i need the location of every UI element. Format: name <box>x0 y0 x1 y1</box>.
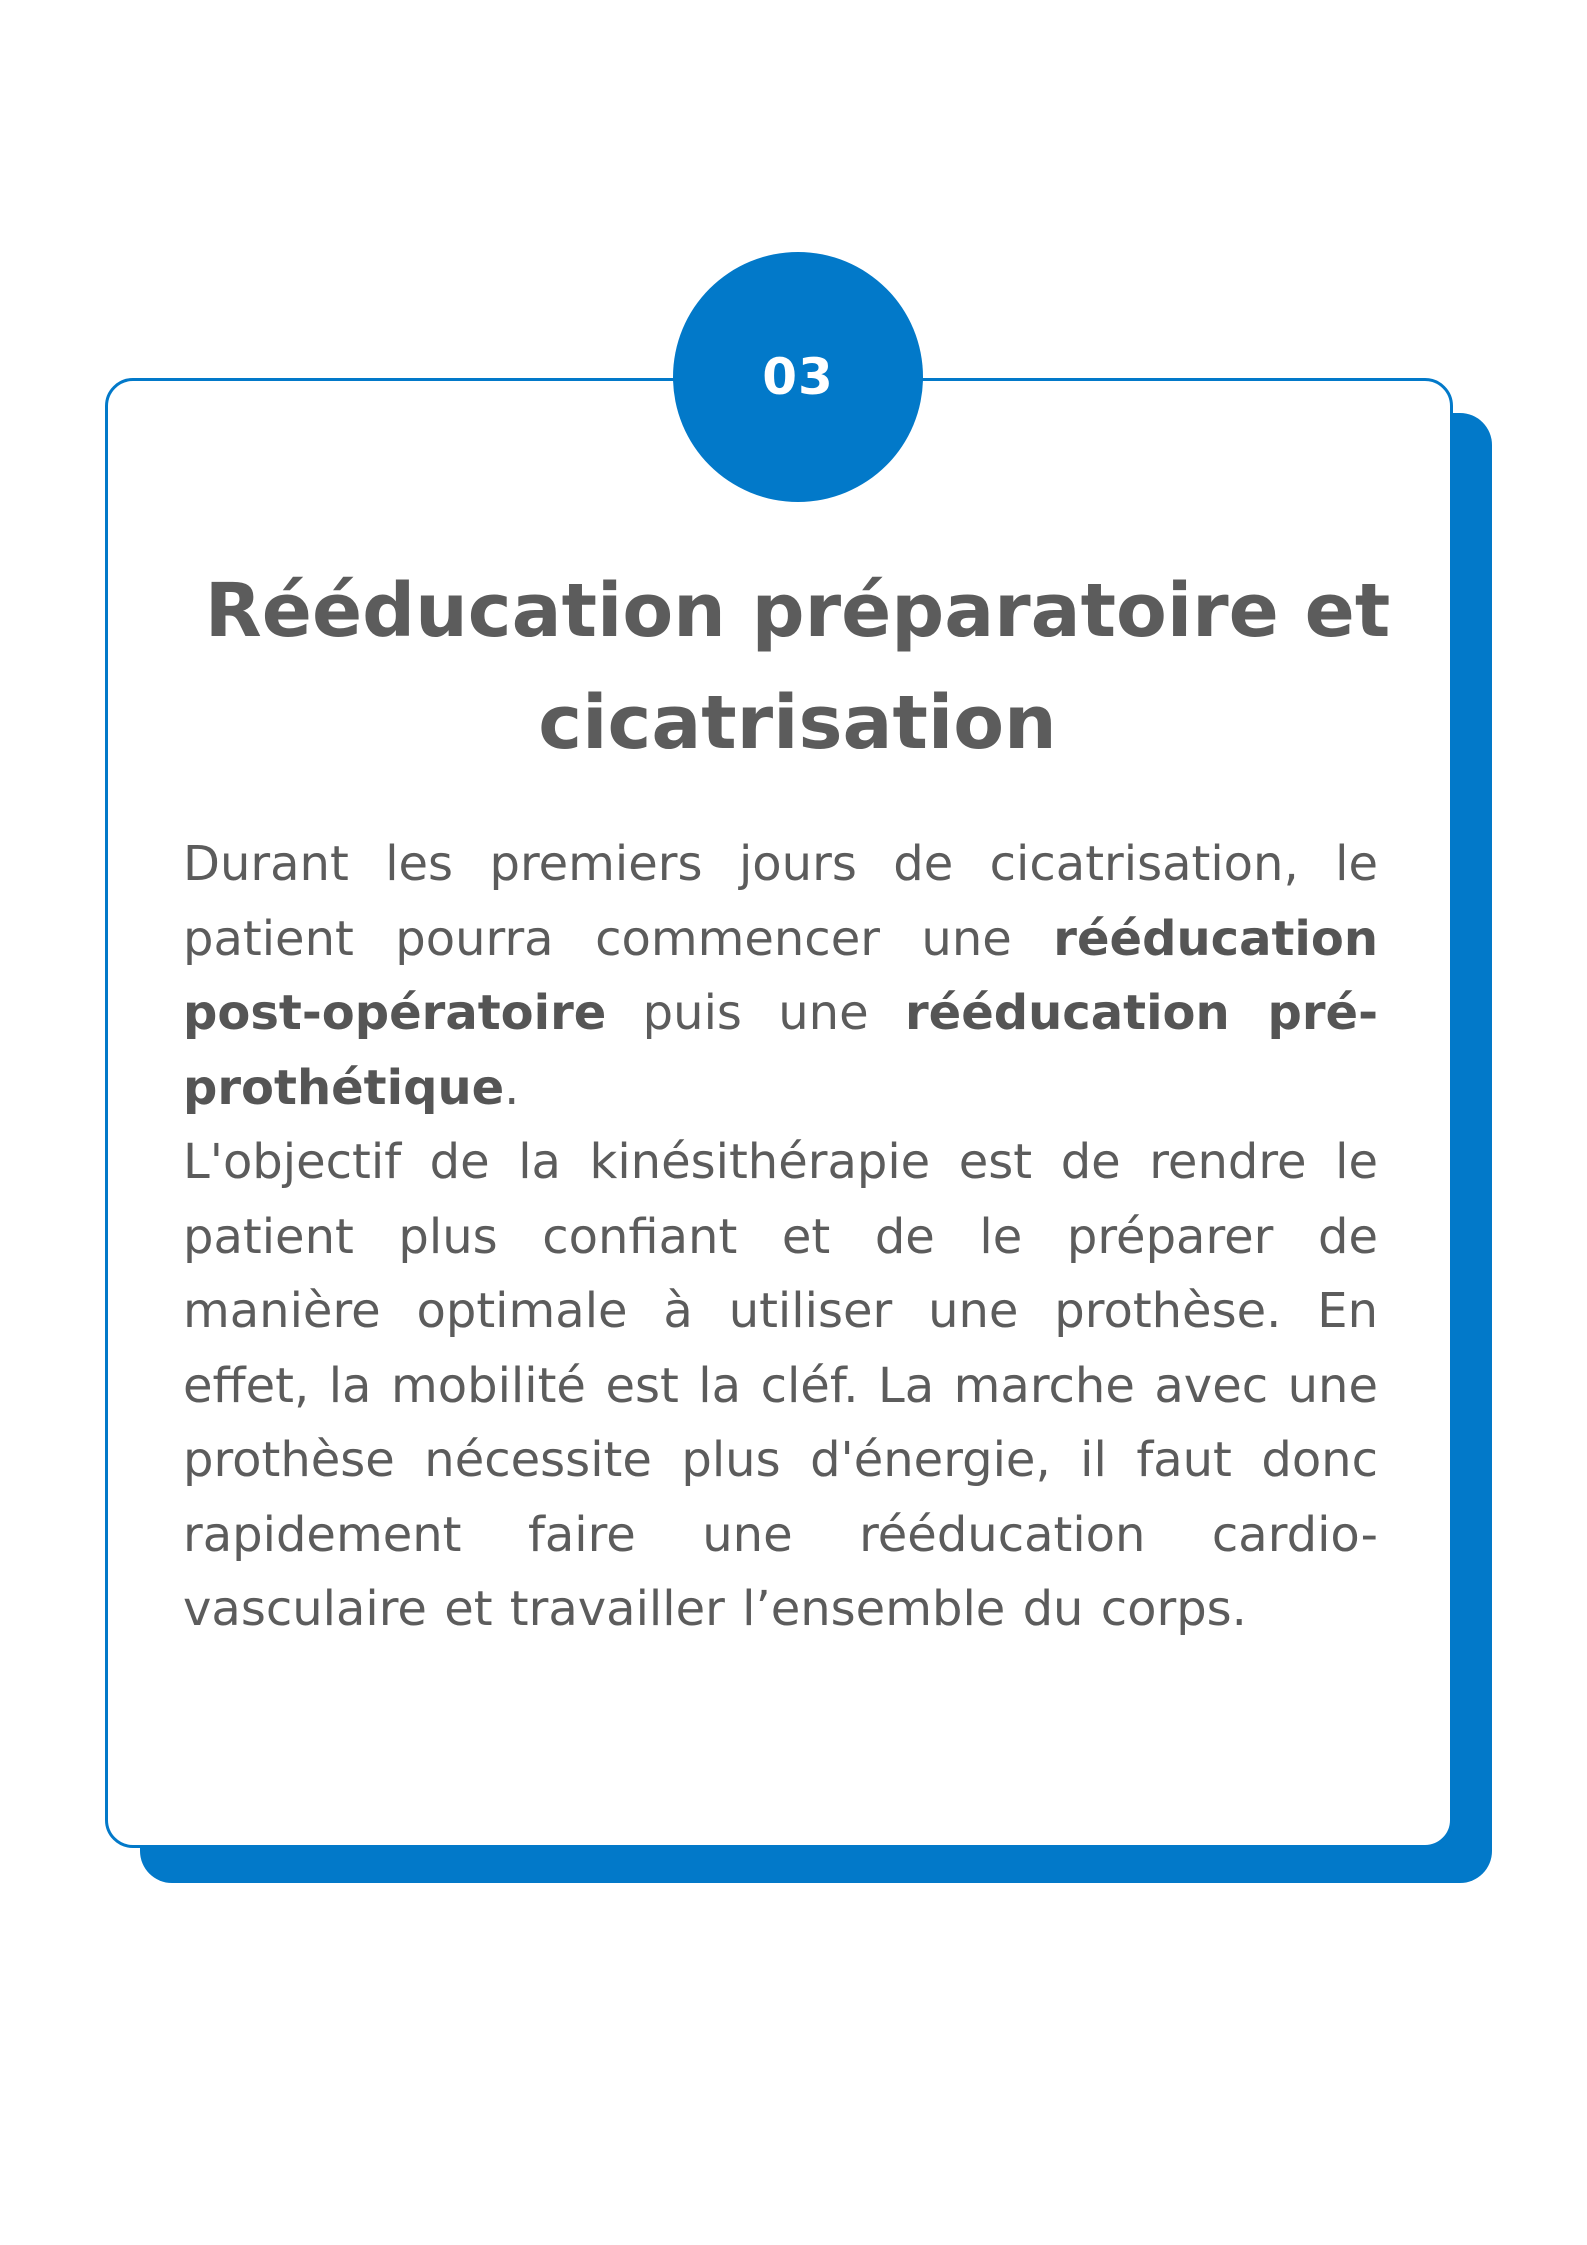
paragraph-intro <box>183 827 1378 1125</box>
step-number: 03 <box>762 348 834 406</box>
emphasis-post-operative: rééducation post-opératoire <box>183 910 1378 1041</box>
paragraph-intro-end: . <box>504 1059 520 1116</box>
section-title: Rééducation préparatoire et cicatrisation <box>204 568 1391 766</box>
paragraph-objective: L'objectif de la kinésithérapie est de rendre le patient plus confiant et de le préparer de manière optimale à utiliser une prothèse. En effet, la mobilité est la cléf. La marche avec une prothèse nécessite plus d'énergie, il faut donc rapidement faire une rééducation cardio-vasculaire et travailler l’ensemble du corps. <box>183 1134 1378 1637</box>
paragraph-intro-middle: puis une <box>606 985 905 1041</box>
paragraph-intro-start: Durant les premiers jours de cicatrisation, le patient pourra commencer une <box>183 836 1378 967</box>
body-text <box>183 827 1378 1647</box>
emphasis-pre-prosthetic: rééducation pré-prothétique <box>183 985 1378 1116</box>
step-number-badge <box>673 252 923 502</box>
